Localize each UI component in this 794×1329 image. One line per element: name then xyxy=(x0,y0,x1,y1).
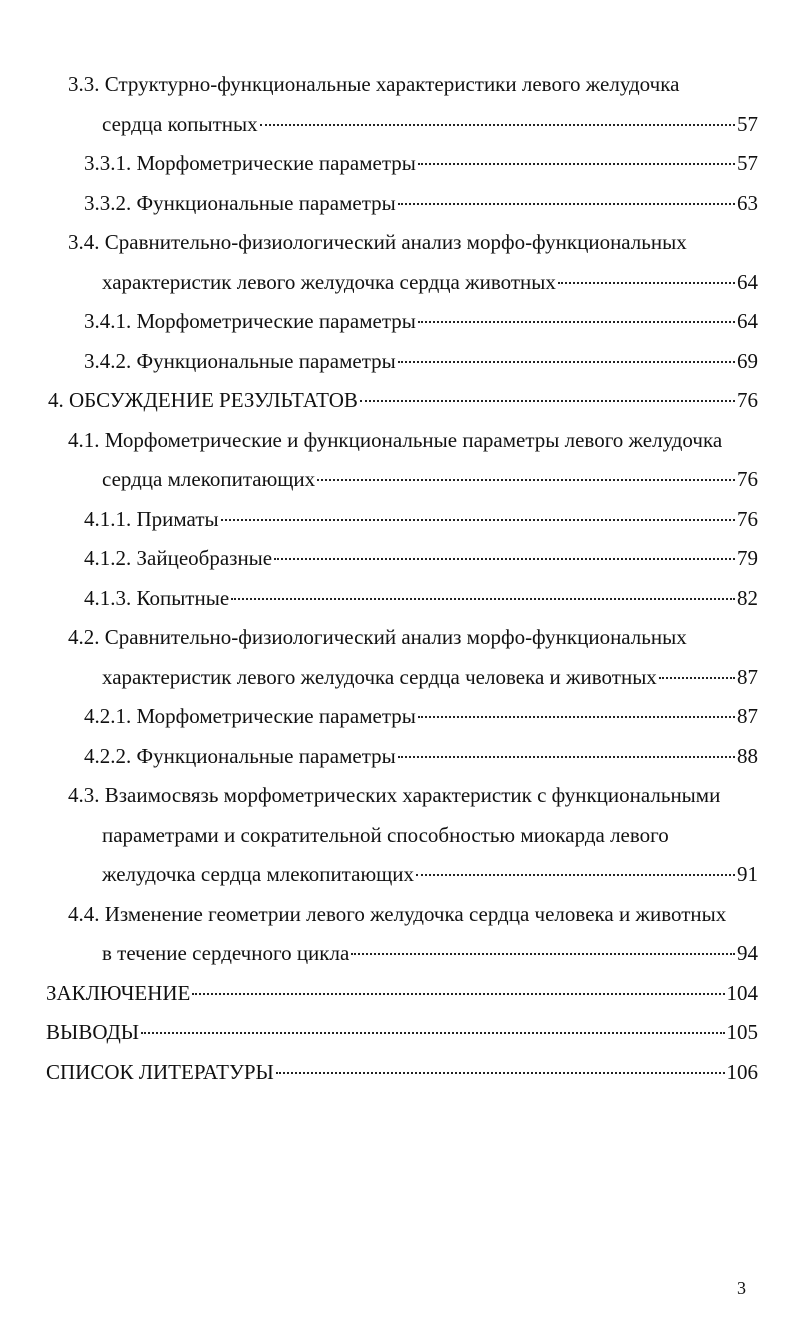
dot-leader xyxy=(192,993,724,995)
toc-entry[interactable] xyxy=(102,860,758,888)
toc-entry-text: 3.3.1. Морфометрические параметры xyxy=(84,151,416,175)
toc-entry[interactable] xyxy=(102,465,758,493)
dot-leader xyxy=(418,716,735,718)
toc-entry-text: сердца млекопитающих xyxy=(102,467,316,491)
page-number: 3 xyxy=(737,1278,746,1298)
toc-entry-text: СПИСОК ЛИТЕРАТУРЫ xyxy=(46,1060,274,1084)
toc-entry-text: желудочка сердца млекопитающих xyxy=(102,862,415,886)
dot-leader xyxy=(141,1032,724,1034)
toc-entry[interactable] xyxy=(68,426,722,454)
toc-entry-text: 4.2. Сравнительно-физиологический анализ морфо-функциональных xyxy=(68,625,687,649)
dot-leader xyxy=(351,953,735,955)
dot-leader xyxy=(416,874,735,876)
toc-entry[interactable] xyxy=(84,307,758,335)
dot-leader xyxy=(360,400,735,402)
toc-page-number: 106 xyxy=(726,1060,758,1084)
toc-entry[interactable] xyxy=(102,939,758,967)
toc-entry[interactable] xyxy=(84,189,758,217)
dot-leader xyxy=(558,282,735,284)
toc-entry-text: в течение сердечного цикла xyxy=(102,941,350,965)
toc-entry[interactable] xyxy=(84,702,758,730)
dot-leader xyxy=(274,558,735,560)
toc-entry[interactable] xyxy=(46,1018,758,1046)
toc-entry[interactable] xyxy=(102,663,758,691)
toc-page-number: 104 xyxy=(726,981,758,1005)
toc-entry-text: ЗАКЛЮЧЕНИЕ xyxy=(46,981,191,1005)
toc-entry[interactable] xyxy=(84,149,758,177)
toc-page-number: 88 xyxy=(737,744,758,768)
dot-leader xyxy=(317,479,735,481)
dot-leader xyxy=(659,677,735,679)
dot-leader xyxy=(398,756,735,758)
toc-page-number: 87 xyxy=(737,665,758,689)
toc-entry-text: 3.3. Структурно-функциональные характеристики левого желудочка xyxy=(68,72,680,96)
dot-leader xyxy=(276,1072,725,1074)
toc-entry-text: 3.4.1. Морфометрические параметры xyxy=(84,309,416,333)
dot-leader xyxy=(221,519,735,521)
toc-entry-text: 3.4. Сравнительно-физиологический анализ морфо-функциональных xyxy=(68,230,687,254)
toc-entry[interactable] xyxy=(84,584,758,612)
toc-page-number: 63 xyxy=(737,191,758,215)
toc-page-number: 64 xyxy=(737,270,758,294)
toc-page-number: 105 xyxy=(726,1020,758,1044)
toc-page-number: 82 xyxy=(737,586,758,610)
toc-entry-text: сердца копытных xyxy=(102,112,258,136)
toc-entry-text: ВЫВОДЫ xyxy=(46,1020,140,1044)
toc-entry[interactable] xyxy=(102,268,758,296)
toc-entry[interactable] xyxy=(84,347,758,375)
toc-entry[interactable] xyxy=(84,742,758,770)
toc-entry[interactable] xyxy=(84,505,758,533)
toc-entry[interactable] xyxy=(102,110,758,138)
toc-page-number: 69 xyxy=(737,349,758,373)
dot-leader xyxy=(418,321,735,323)
toc-entry-text: характеристик левого желудочка сердца животных xyxy=(102,270,556,294)
toc-page-number: 76 xyxy=(737,507,758,531)
toc-page-number: 64 xyxy=(737,309,758,333)
toc-entry-text: 4.1.1. Приматы xyxy=(84,507,219,531)
toc-entry[interactable] xyxy=(46,979,758,1007)
toc-entry-text: характеристик левого желудочка сердца человека и животных xyxy=(102,665,657,689)
dot-leader xyxy=(260,124,735,126)
toc-page-number: 94 xyxy=(737,941,758,965)
toc-entry[interactable] xyxy=(68,781,720,809)
toc-page-number: 79 xyxy=(737,546,758,570)
toc-entry[interactable] xyxy=(84,544,758,572)
toc-page-number: 57 xyxy=(737,151,758,175)
dot-leader xyxy=(398,203,735,205)
toc-entry[interactable] xyxy=(68,900,726,928)
toc-entry-text: 4.2.1. Морфометрические параметры xyxy=(84,704,416,728)
toc-entry[interactable] xyxy=(68,228,687,256)
toc-entry[interactable] xyxy=(48,386,758,414)
dot-leader xyxy=(231,598,735,600)
toc-entry-text: 3.3.2. Функциональные параметры xyxy=(84,191,396,215)
toc-entry-text: 4.2.2. Функциональные параметры xyxy=(84,744,396,768)
toc-entry-text: параметрами и сократительной способностью миокарда левого xyxy=(102,823,669,847)
toc-page-number: 87 xyxy=(737,704,758,728)
toc-entry-text: 3.4.2. Функциональные параметры xyxy=(84,349,396,373)
toc-entry-text: 4.1. Морфометрические и функциональные параметры левого желудочка xyxy=(68,428,723,452)
toc-entry[interactable] xyxy=(68,623,687,651)
toc-entry[interactable] xyxy=(68,70,679,98)
toc-page-number: 76 xyxy=(737,467,758,491)
toc-entry-text: 4. ОБСУЖДЕНИЕ РЕЗУЛЬТАТОВ xyxy=(48,388,358,412)
toc-entry-text: 4.1.2. Зайцеобразные xyxy=(84,546,273,570)
toc-entry-text: 4.1.3. Копытные xyxy=(84,586,230,610)
toc-entry-text: 4.3. Взаимосвязь морфометрических характеристик с функциональными xyxy=(68,783,721,807)
dot-leader xyxy=(398,361,735,363)
toc-page-number: 76 xyxy=(737,388,758,412)
toc-entry-text: 4.4. Изменение геометрии левого желудочка сердца человека и животных xyxy=(68,902,727,926)
toc-entry[interactable] xyxy=(46,1058,758,1086)
toc-page-number: 91 xyxy=(737,862,758,886)
dot-leader xyxy=(418,163,735,165)
toc-entry[interactable] xyxy=(102,821,669,849)
toc-page-number: 57 xyxy=(737,112,758,136)
